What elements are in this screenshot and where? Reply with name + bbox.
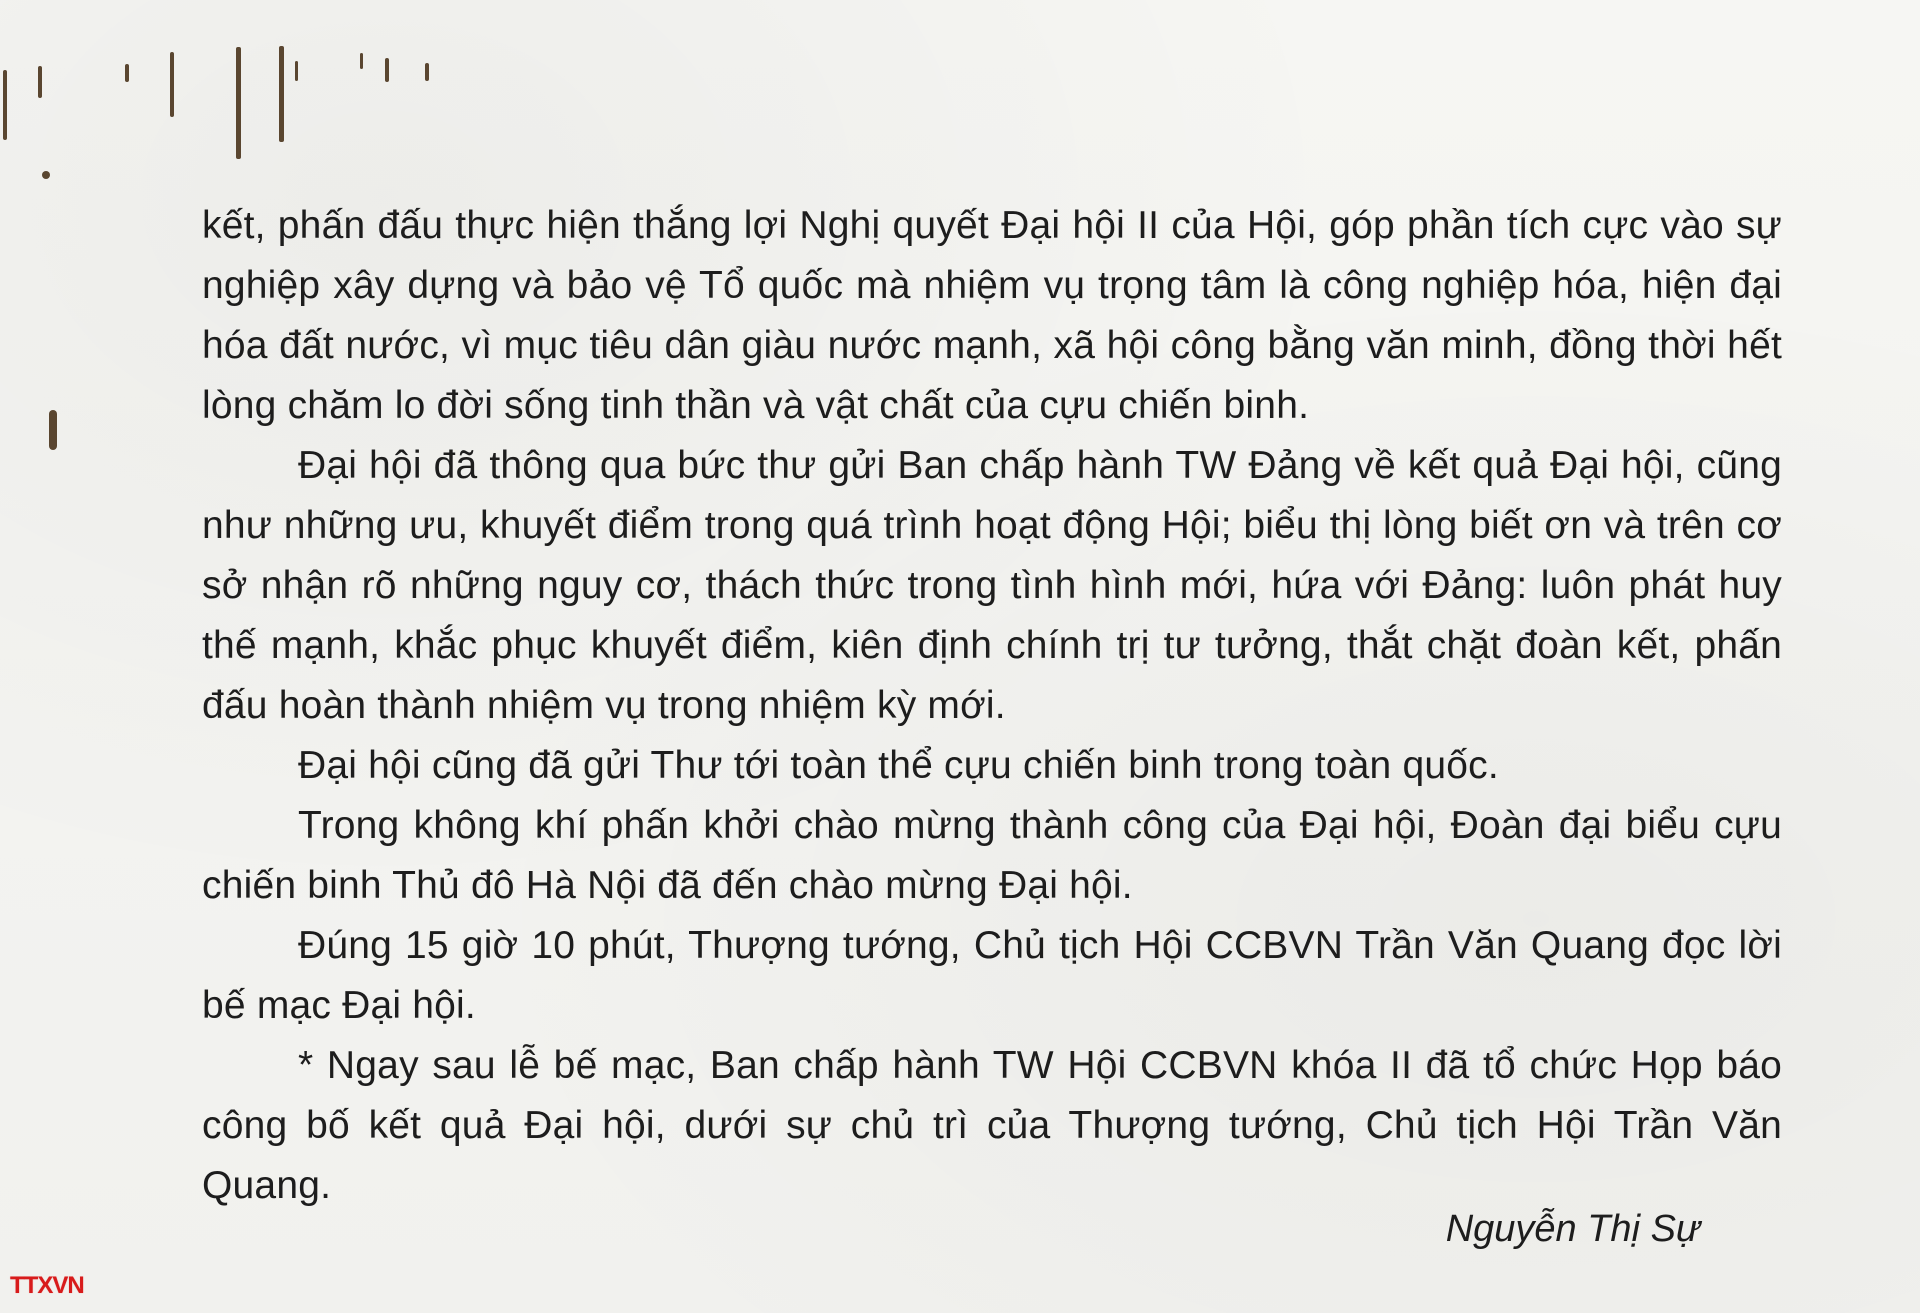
ink-speck: [49, 410, 57, 450]
paragraph-6: * Ngay sau lễ bế mạc, Ban chấp hành TW Hội CCBVN khóa II đã tổ chức Họp báo công bố kết quả Đại hội, dưới sự chủ trì của Thượng tướng, Chủ tịch Hội Trần Văn Quang.: [202, 1044, 1782, 1207]
ink-speck: [360, 53, 363, 69]
paragraph-2: Đại hội đã thông qua bức thư gửi Ban chấp hành TW Đảng về kết quả Đại hội, cũng như những ưu, khuyết điểm trong quá trình hoạt động Hội; biểu thị lòng biết ơn và trên cơ sở nhận rõ những nguy cơ, thách thức trong tình hình mới, hứa với Đảng: luôn phát huy thế mạnh, khắc phục khuyết điểm, kiên định chính trị tư tưởng, thắt chặt đoàn kết, phấn đấu hoàn thành nhiệm vụ trong nhiệm kỳ mới.: [202, 444, 1782, 727]
ink-speck: [385, 58, 389, 82]
paragraph-5: Đúng 15 giờ 10 phút, Thượng tướng, Chủ tịch Hội CCBVN Trần Văn Quang đọc lời bế mạc Đại hội.: [202, 924, 1782, 1027]
ink-speck: [295, 61, 298, 81]
paragraph-3: Đại hội cũng đã gửi Thư tới toàn thể cựu chiến binh trong toàn quốc.: [298, 744, 1499, 787]
ink-speck: [236, 47, 241, 159]
paragraph-1: kết, phấn đấu thực hiện thắng lợi Nghị quyết Đại hội II của Hội, góp phần tích cực vào sự nghiệp xây dựng và bảo vệ Tổ quốc mà nhiệm vụ trọng tâm là công nghiệp hóa, hiện đại hóa đất nước, vì mục tiêu dân giàu nước mạnh, xã hội công bằng văn minh, đồng thời hết lòng chăm lo đời sống tinh thần và vật chất của cựu chiến binh.: [202, 204, 1782, 427]
ink-speck: [38, 66, 42, 98]
ttxvn-logo: TTXVN: [10, 1272, 84, 1299]
article-body: [202, 196, 1782, 1216]
paragraph-4: Trong không khí phấn khởi chào mừng thành công của Đại hội, Đoàn đại biểu cựu chiến binh Thủ đô Hà Nội đã đến chào mừng Đại hội.: [202, 804, 1782, 907]
ink-speck: [42, 171, 50, 179]
ink-speck: [425, 63, 429, 81]
ink-speck: [125, 64, 129, 82]
author-signature: Nguyễn Thị Sự: [1445, 1208, 1700, 1250]
ink-speck: [3, 70, 7, 140]
ink-speck: [279, 46, 284, 142]
ink-speck: [170, 52, 174, 117]
